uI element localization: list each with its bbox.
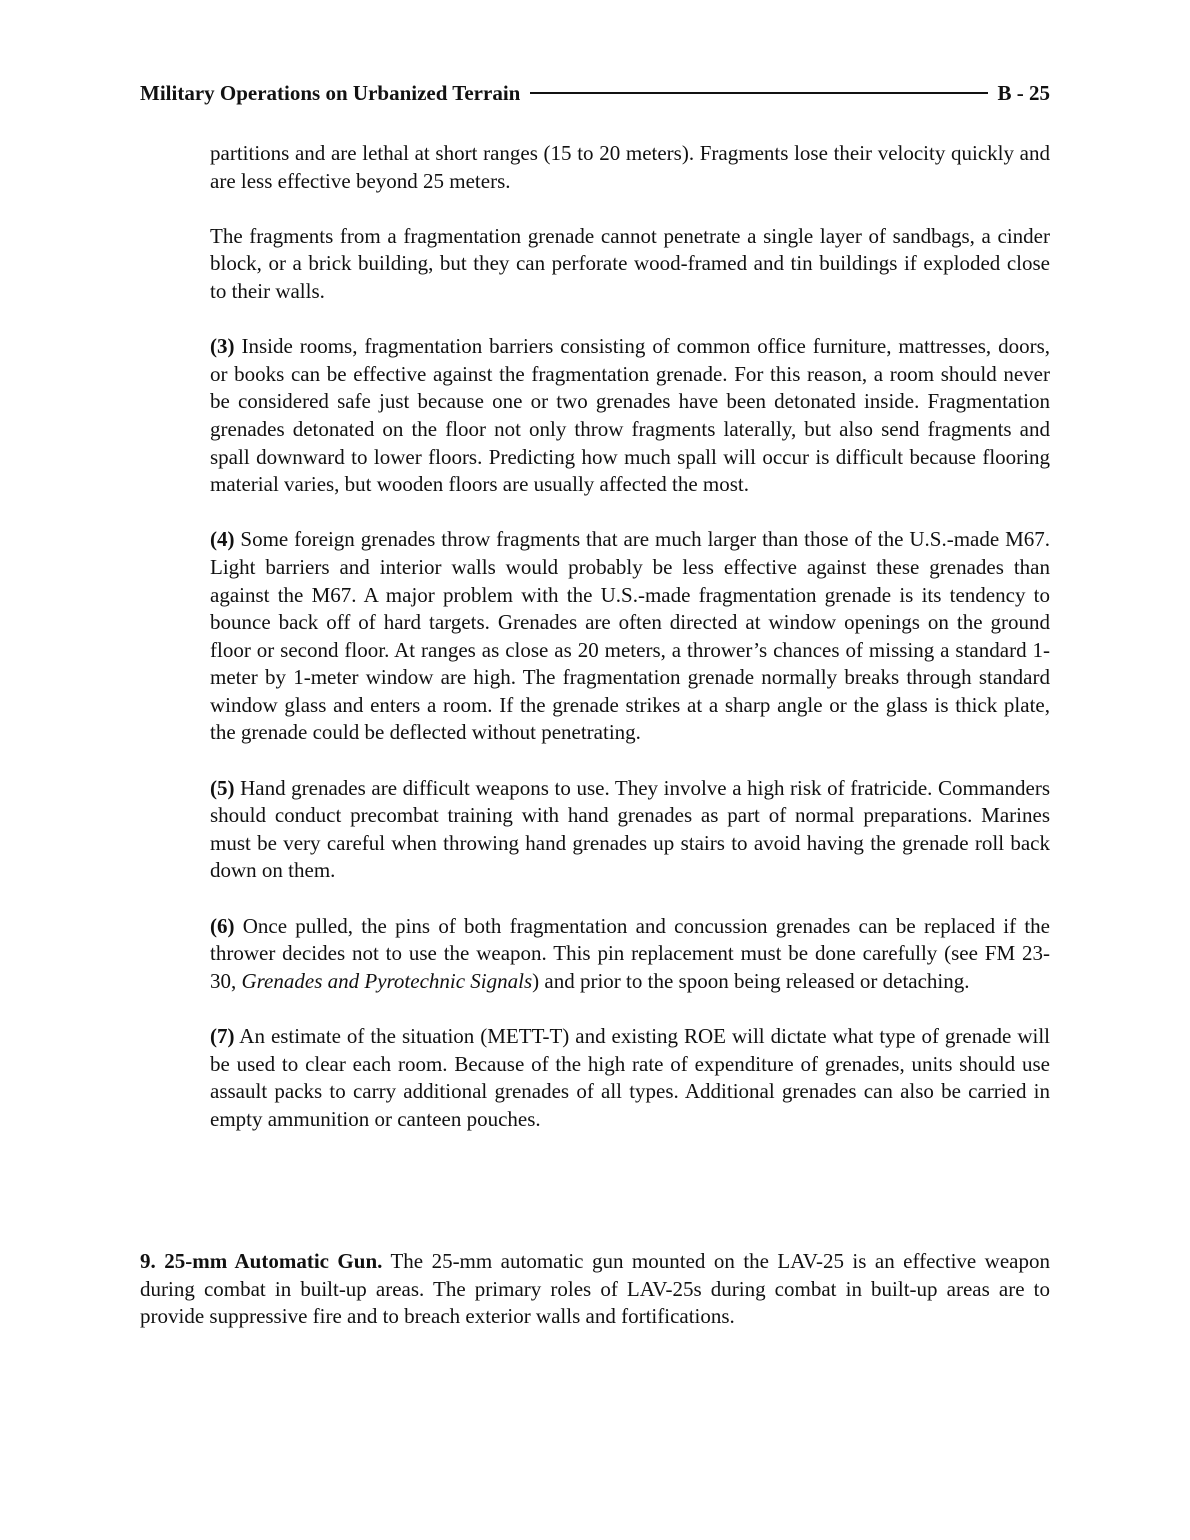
paragraph-continuation: partitions and are lethal at short ranges (15 to 20 meters). Fragments lose their velocity quickly and are less effective beyond 25 meters. [210, 141, 1050, 193]
paragraph-7 [210, 1023, 1050, 1133]
section-paragraph [140, 1248, 1050, 1331]
paragraph-number: (7) [210, 1024, 235, 1048]
header-rule [530, 92, 987, 94]
paragraph-3 [210, 333, 1050, 499]
paragraph-number: (4) [210, 527, 235, 552]
paragraph-4 [210, 526, 1050, 747]
paragraph-text: Some foreign grenades throw fragments that are much larger than those of the U.S.-made M67. Light barriers and interior walls would probably be less effective against these grenades than against the M67. A major problem with the U.S.-made fragmentation grenade is its tendency to bounce back off of hard targets. Grenades are often directed at window openings on the ground floor or second floor. At ranges as close as 20 meters, a thrower’s chances of missing a standard 1-meter by 1-meter window are high. The fragmentation grenade normally breaks through standard window glass and enters a room. If the grenade strikes at a sharp angle or the glass is thick plate, the grenade could be deflected without penetrating. [210, 527, 1050, 745]
header-title: Military Operations on Urbanized Terrain [140, 80, 521, 105]
paragraph-text: Hand grenades are difficult weapons to use. They involve a high risk of fratricide. Commanders should conduct precombat training with hand grenades as part of normal preparations. Marines must be very careful when throwing hand grenades up stairs to avoid having the grenade roll back down on them. [210, 775, 1050, 883]
section-text: The 25-mm automatic gun mounted on the LAV-25 is an effective weapon during combat in built-up areas. The primary roles of LAV-25s during combat in built-up areas are to provide suppressive fire and to breach exterior walls and fortifications. [140, 1249, 1050, 1329]
section-9 [140, 1248, 1050, 1331]
reference-title: Grenades and Pyrotechnic Signals [241, 968, 533, 993]
paragraph-number: (5) [210, 775, 235, 800]
paragraph-text: An estimate of the situation (METT-T) and existing ROE will dictate what type of grenade will be used to clear each room. Because of the high rate of expenditure of grenades, units should use assault packs to carry additional grenades of all types. Additional grenades can also be carried in empty ammunition or canteen pouches. [210, 1024, 1050, 1131]
paragraph-text: ) and prior to the spoon being released or detaching. [532, 968, 970, 993]
body-content [210, 140, 1050, 1161]
paragraph-text: Inside rooms, fragmentation barriers consisting of common office furniture, mattresses, doors, or books can be effective against the fragmentation grenade. For this reason, a room should never be considered safe just because one or two grenades have been detonated inside. Fragmentation grenades detonated on the floor not only throw fragments laterally, but also send fragments and spall downward to lower floors. Predicting how much spall will occur is difficult because flooring material varies, but wooden floors are usually affected the most. [210, 334, 1050, 497]
paragraph-5 [210, 775, 1050, 885]
paragraph-fragments: The fragments from a fragmentation grenade cannot penetrate a single layer of sandbags, a cinder block, or a brick building, but they can perforate wood-framed and tin buildings if exploded close to their walls. [210, 223, 1050, 303]
page-number: B - 25 [997, 80, 1050, 105]
page-header [140, 78, 1050, 108]
section-heading: 9. 25-mm Automatic Gun. [140, 1249, 383, 1273]
paragraph-number: (6) [210, 913, 235, 938]
paragraph-6 [210, 913, 1050, 996]
paragraph-number: (3) [210, 334, 235, 359]
paragraph-text: Once pulled, the pins of both fragmentation and concussion grenades can be replaced if the thrower decides not to use the weapon. This pin replacement must be done carefully (see FM 23-30, [210, 913, 1050, 993]
